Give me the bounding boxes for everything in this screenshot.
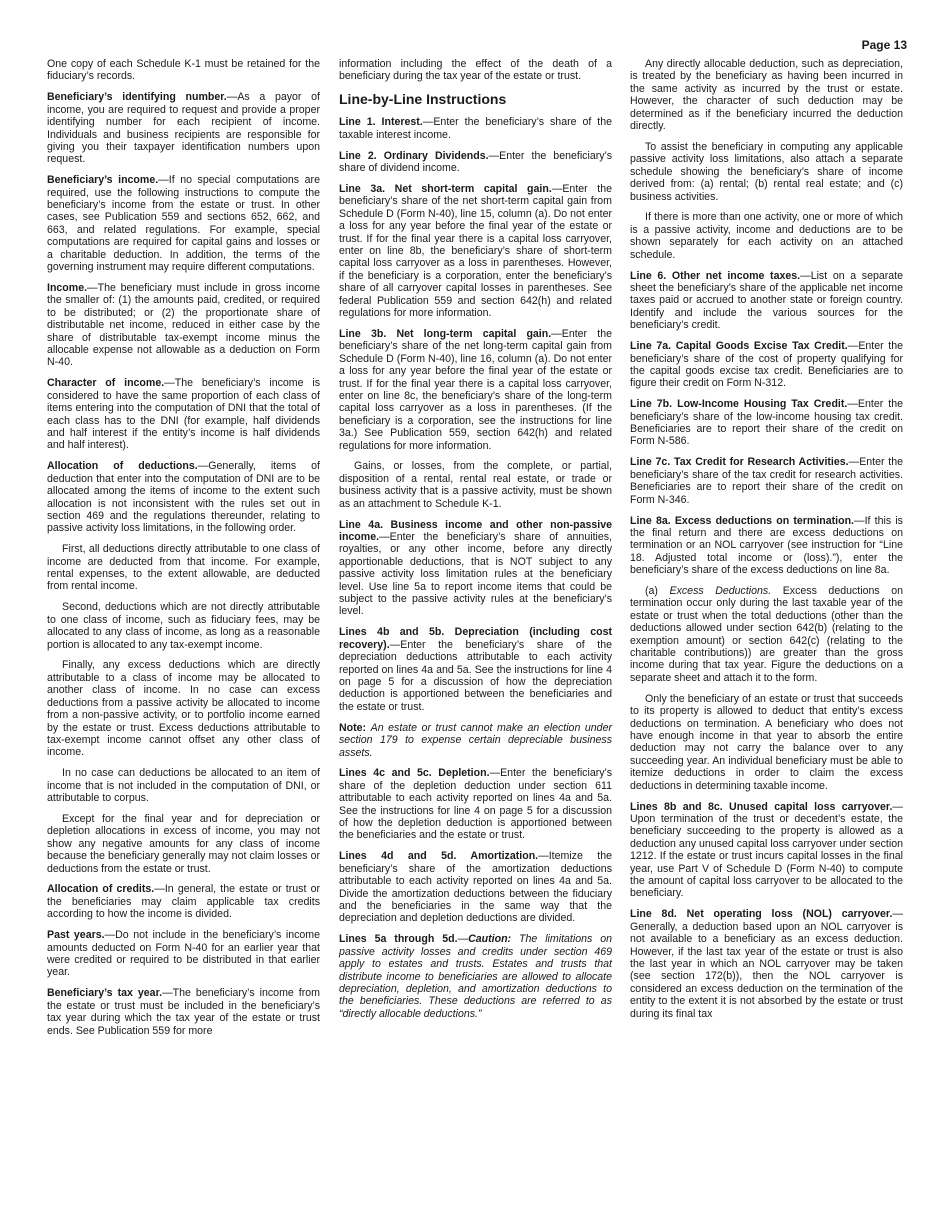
- paragraph-heading: Line 6. Other net income taxes.: [630, 269, 801, 282]
- paragraph: Lines 4d and 5d. Amortization.—Itemize the beneficiary’s share of the amortization deductions attributable to each activity reported on lines 4a and 5a. Divide the amortization deductions between the fiduciary and the beneficiaries in the same way that the depreciation and depletion deductions are divided.: [339, 850, 612, 925]
- paragraph-heading: Line 7c. Tax Credit for Research Activities.: [630, 456, 849, 469]
- paragraph-heading: Allocation of deductions.: [47, 460, 198, 473]
- paragraph: Note: An estate or trust cannot make an election under section 179 to expense certain depreciable business assets.: [339, 721, 612, 759]
- paragraph-heading: Line 4a. Business income and other non-passive income.: [339, 518, 612, 543]
- paragraph: Gains, or losses, from the complete, or partial, disposition of a rental, rental real estate, or trade or business activity that is a passive activity, must be shown as an attachment to Schedule K-1.: [339, 460, 612, 510]
- paragraph: Lines 4b and 5b. Depreciation (including cost recovery).—Enter the beneficiary’s share of the depreciation deductions attributable to each activity reported on lines 4a and 5a. See the instructions for line 4 on page 5 for a discussion of how the depreciation deduction is apportioned between the beneficiaries and the estate or trust.: [339, 626, 612, 713]
- paragraph: Line 3b. Net long-term capital gain.—Enter the beneficiary’s share of the net long-term capital gain from Schedule D (Form N-40), line 16, column (a). Do not enter a loss for any year before the final year of the estate or trust. If for the final year there is a capital loss carryover, enter on line 8c, the beneficiary’s share of the long-term capital loss carryover as a loss in parentheses. (If the beneficiary is a corporation, see the instructions for line 3a.) See Publication 559, section 642(h) and related regulations for more information.: [339, 327, 612, 452]
- paragraph-heading: Line 7a. Capital Goods Excise Tax Credit.: [630, 340, 848, 353]
- paragraph: Income.—The beneficiary must include in gross income the smaller of: (1) the amounts paid, credited, or required to be distributed; or (2) the proportionate share of distributable net income, reduced in either case by the share of distributable tax-exempt income minus the allocable expense not allowable as a deduction on Form N-40.: [47, 282, 320, 369]
- paragraph: Lines 4c and 5c. Depletion.—Enter the beneficiary’s share of the depletion deduction under section 611 attributable to each activity reported on lines 4a and 5a. See the instructions for line 4 on page 5 for a discussion of how the depletion deduction is apportioned between the beneficiaries and the estate or trust.: [339, 767, 612, 842]
- paragraph: Line 7c. Tax Credit for Research Activities.—Enter the beneficiary’s share of the tax credit for research activities. Beneficiaries are to report their share of the credit on Form N-346.: [630, 456, 903, 506]
- paragraph-heading: Past years.: [47, 929, 105, 942]
- section-heading: Line-by-Line Instructions: [339, 91, 507, 108]
- paragraph-heading: Lines 4c and 5c. Depletion.: [339, 767, 490, 780]
- paragraph-heading: Line 2. Ordinary Dividends.: [339, 149, 489, 162]
- paragraph: information including the effect of the death of a beneficiary during the tax year of the estate or trust.: [339, 58, 612, 83]
- paragraph: To assist the beneficiary in computing any applicable passive activity loss limitations, also attach a separate schedule showing the beneficiary’s share of income derived from: (a) rental; (b) rental real estate; and (c) business activities.: [630, 140, 903, 203]
- paragraph: Line 7b. Low-Income Housing Tax Credit.—Enter the beneficiary’s share of the low-income housing tax credit. Beneficiaries are to report their share of the credit on Form N-586.: [630, 398, 903, 448]
- paragraph-heading: Beneficiary’s identifying number.: [47, 91, 227, 104]
- paragraph: Allocation of credits.—In general, the estate or trust or the beneficiaries may claim applicable tax credits according to how the income is divided.: [47, 883, 320, 921]
- paragraph: Except for the final year and for depreciation or depletion allocations in excess of income, you may not show any negative amounts for any class of income because the beneficiary generally may not claim losses or deductions from the estate or trust.: [47, 812, 320, 875]
- paragraph-heading: Allocation of credits.: [47, 883, 155, 896]
- paragraph-heading: Lines 5a through 5d.: [339, 933, 458, 946]
- paragraph: Line 7a. Capital Goods Excise Tax Credit.—Enter the beneficiary’s share of the cost of property qualifying for the capital goods excise tax credit. Beneficiaries are to figure their credit on Form N-312.: [630, 340, 904, 390]
- paragraph-heading: Line 7b. Low-Income Housing Tax Credit.: [630, 398, 848, 411]
- paragraph: Second, deductions which are not directly attributable to one class of income, such as fiduciary fees, may be allocated to any class of income, as long as a reasonable portion is allocated to any tax-exempt income.: [47, 601, 320, 651]
- paragraph: Beneficiary’s tax year.—The beneficiary’s income from the estate or trust must be included in the beneficiary’s tax year during which the tax year of the estate or trust ends. See Publication 559 for more: [47, 987, 320, 1037]
- paragraph-heading: Line 1. Interest.: [339, 116, 423, 129]
- paragraph-heading: Lines 4d and 5d. Amortization.: [339, 850, 539, 863]
- paragraph-heading: Beneficiary’s income.: [47, 174, 159, 187]
- column-2: [339, 58, 612, 1029]
- paragraph: Line 4a. Business income and other non-passive income.—Enter the beneficiary’s share of annuities, royalties, or any other income, before any directly apportionable deductions, that is NOT subject to any passive activity loss limitation rules at the beneficiary level. Use line 5a to report income items that could be subject to the passive activity rules at the beneficiary’s level.: [339, 518, 612, 618]
- paragraph: One copy of each Schedule K-1 must be retained for the fiduciary’s records.: [47, 58, 320, 83]
- paragraph: Character of income.—The beneficiary’s income is considered to have the same proportion of each class of items entering into the computation of DNI that the total of each class has to the DNI (for example, half dividends and half interest if the entity’s income is half dividends and half interest).: [47, 377, 320, 452]
- paragraph: Line 1. Interest.—Enter the beneficiary’s share of the taxable interest income.: [339, 116, 612, 141]
- paragraph-heading: Character of income.: [47, 377, 165, 390]
- paragraph: Only the beneficiary of an estate or trust that succeeds to its property is allowed to deduct that entity’s excess deductions on termination. A beneficiary who does not have enough income in that year to absorb the entire deduction may not carry the balance over to any succeeding year. An individual beneficiary must be able to itemize deductions in order to claim the excess deductions in determining taxable income.: [630, 692, 903, 792]
- paragraph: Line 8a. Excess deductions on termination.—If this is the final return and there are excess deductions on termination or an NOL carryover (see instruction for “Line 18. Adjusted total income or (loss).”), enter the beneficiary’s share of the excess deductions on line 8a.: [630, 514, 903, 577]
- paragraph-heading: Line 8d. Net operating loss (NOL) carryover.: [630, 908, 893, 921]
- paragraph-heading: Line 8a. Excess deductions on termination.: [630, 514, 854, 527]
- paragraph: Beneficiary’s income.—If no special computations are required, use the following instructions to compute the beneficiary’s income from the estate or trust. In other cases, see Publication 559 and sections 652, 662, and 663, and related regulations. For example, special computations are required for capital gains and losses or a charitable deduction. In addition, the terms of the governing instrument may require different computations.: [47, 174, 320, 274]
- column-3: [630, 58, 903, 1028]
- paragraph: Line 2. Ordinary Dividends.—Enter the beneficiary’s share of dividend income.: [339, 149, 612, 175]
- page-number: Page 13: [861, 38, 907, 52]
- paragraph: If there is more than one activity, one or more of which is a passive activity, income and deductions are to be shown separately for each activity on an attached schedule.: [630, 211, 903, 261]
- paragraph: Line 6. Other net income taxes.—List on a separate sheet the beneficiary’s share of the applicable net income taxes paid or accrued to another state or foreign country. Identify and include the various sources for the beneficiary’s credit.: [630, 269, 903, 332]
- paragraph-heading: Beneficiary’s tax year.: [47, 987, 163, 1000]
- paragraph: Lines 5a through 5d.—Caution: The limitations on passive activity losses and credits under section 469 apply to estates and trusts. Estates and trusts that distribute income to beneficiaries are allowed to allocate depreciation, depletion, and amortization deductions to the beneficiaries. These deductions are referred to as “directly allocable deductions.”: [339, 933, 612, 1020]
- column-1: [47, 58, 320, 1045]
- paragraph: Line 3a. Net short-term capital gain.—Enter the beneficiary’s share of the net short-term capital gain from Schedule D (Form N-40), line 15, column (a). Do not enter a loss for any year before the final year of the estate or trust. If for the final year there is a capital loss carryover, enter on line 8b, the beneficiary’s share of short-term capital loss carryover as a loss in parentheses. However, if the beneficiary is a corporation, enter the beneficiary’s share of all carryover capital losses in parentheses. See federal Publication 559 and section 642(h) and related regulations for more information.: [339, 182, 612, 319]
- paragraph-heading: Income.: [47, 282, 88, 294]
- paragraph: Line 8d. Net operating loss (NOL) carryover.—Generally, a deduction based upon an NOL carryover is not available to a beneficiary as an excess deduction. However, if the last tax year of the estate or trust is also the last year in which an NOL carryover may be taken (see section 172(b)), then the NOL carryover is considered an excess deduction on the termination of the entity to the extent it is not absorbed by the estate or trust during its final tax: [630, 908, 903, 1020]
- paragraph: Any directly allocable deduction, such as depreciation, is treated by the beneficiary as having been incurred in the same activity as incurred by the trust or estate. However, the character of such deduction may be determined as if the beneficiary incurred the deduction directly.: [630, 58, 903, 133]
- paragraph: Beneficiary’s identifying number.—As a payor of income, you are required to request and provide a proper identifying number for each recipient of income. Individuals and business recipients are responsible for giving you their taxpayer identification numbers upon request.: [47, 91, 320, 166]
- paragraph: Allocation of deductions.—Generally, items of deduction that enter into the computation of DNI are to be allocated among the items of income to the extent such allocation is not inconsistent with the rules set out in section 469 and the regulations thereunder, relating to passive activity loss limitations, in the following order.: [47, 460, 320, 535]
- paragraph: In no case can deductions be allocated to an item of income that is not included in the computation of DNI, or attributable to corpus.: [47, 767, 320, 805]
- paragraph: (a) Excess Deductions. Excess deductions on termination occur only during the last taxable year of the estate or trust when the total deductions (other than the deductions allowed under section 642(b) (relating to the exemption amount) or section 642(c) (relating to the charitable contributions)) are greater than the gross income during that tax year. Figure the deductions on a separate sheet and attach it to the form.: [630, 585, 904, 684]
- paragraph-heading: Line 3a. Net short-term capital gain.: [339, 182, 552, 195]
- paragraph-heading: Line 3b. Net long-term capital gain.: [339, 327, 552, 340]
- paragraph-heading: Lines 4b and 5b. Depreciation (including cost recovery).: [339, 626, 612, 651]
- paragraph: Finally, any excess deductions which are directly attributable to a class of income may be allocated to another class of income. In no case can excess deductions from a passive activity be allocated to income from a non-passive activity, or to portfolio income earned by the estate or trust. Excess deductions attributable to tax-exempt income cannot offset any other class of income.: [47, 659, 320, 759]
- paragraph-heading: Lines 8b and 8c. Unused capital loss carryover.: [630, 800, 893, 813]
- paragraph: First, all deductions directly attributable to one class of income are deducted from that income. For example, rental expenses, to the extent allowable, are deducted from rental income.: [47, 543, 320, 593]
- paragraph-heading: Note:: [339, 721, 367, 734]
- paragraph: Lines 8b and 8c. Unused capital loss carryover.—Upon termination of the trust or decedent’s estate, the beneficiary succeeding to the property is allowed as a deduction any unused capital loss carryover under section 1212. If the estate or trust incurs capital losses in the final year, use Part V of Schedule D (Form N-40) to compute the amount of capital loss carryover to be allocated to the beneficiary.: [630, 800, 903, 900]
- paragraph: Past years.—Do not include in the beneficiary’s income amounts deducted on Form N-40 for an earlier year that were credited or required to be distributed in that earlier year.: [47, 929, 320, 979]
